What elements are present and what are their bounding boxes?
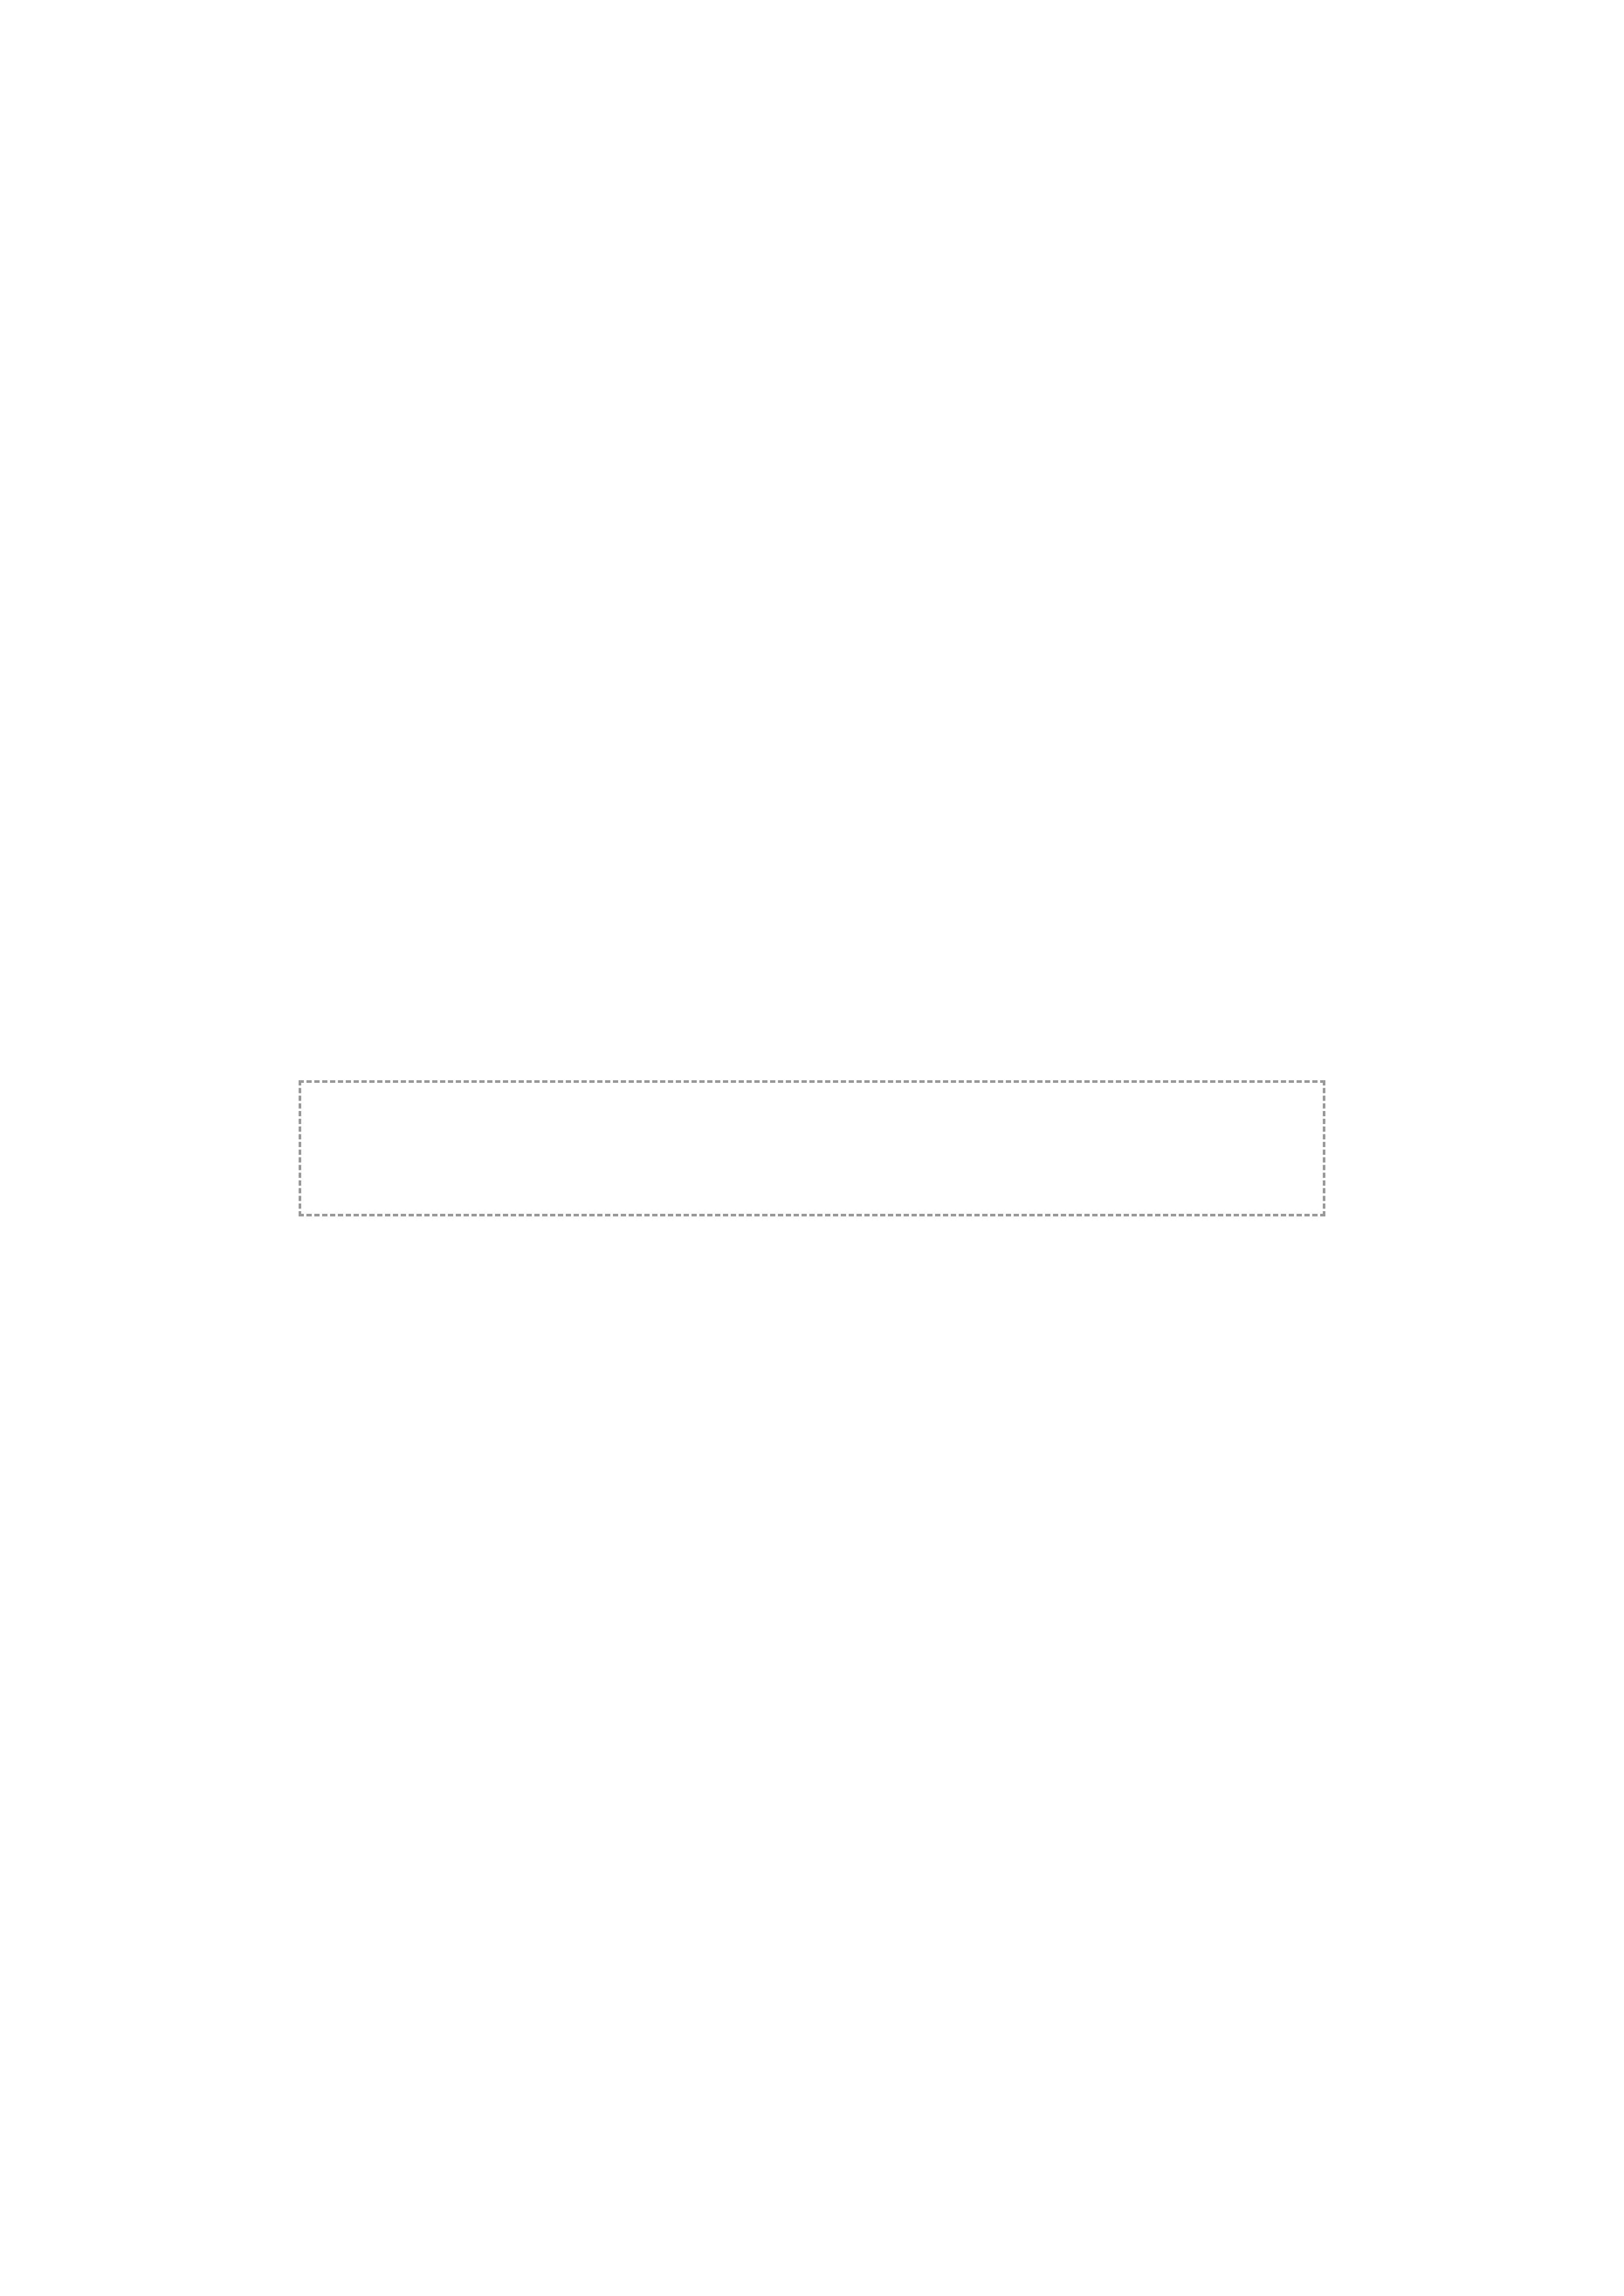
missing-image-placeholder xyxy=(299,1080,1325,1216)
